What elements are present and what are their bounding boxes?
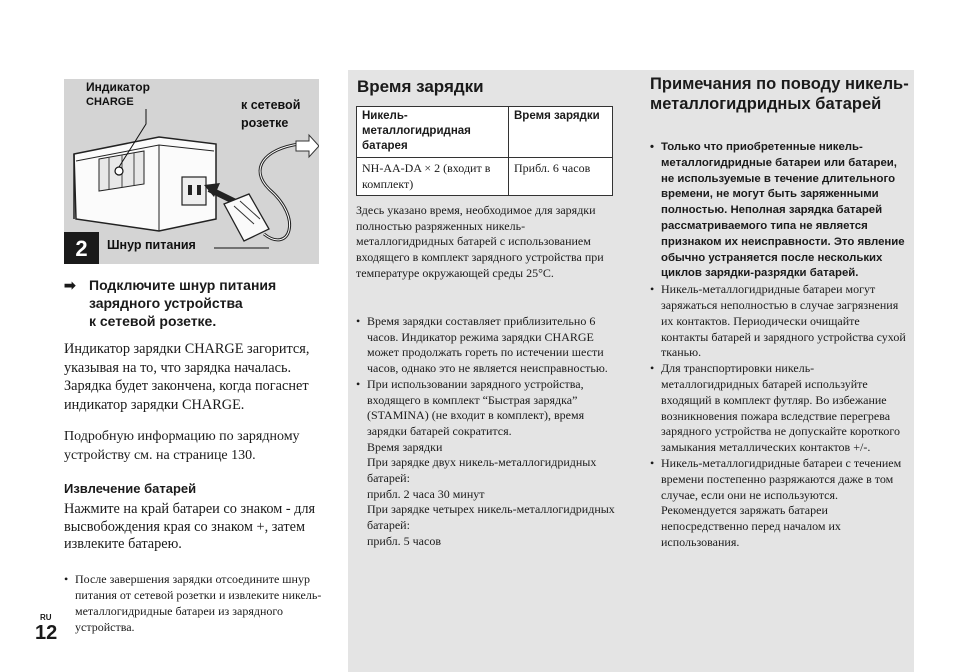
outlet-label-1: к сетевой xyxy=(241,98,301,112)
step-instruction-text: Подключите шнур питания зарядного устройства к сетевой розетке. xyxy=(89,277,277,329)
charging-time-table xyxy=(356,106,613,196)
page-number: 12 xyxy=(35,622,58,644)
table-row xyxy=(357,158,613,196)
list-item: • Время зарядки составляет приблизительно 6 часов. Индикатор режима зарядки CHARGE может продолжать гореть по истечении шести часов, однако это не является неисправностью. xyxy=(356,314,618,377)
sub-title: Время зарядки xyxy=(367,439,443,454)
list-item: • При использовании зарядного устройства, входящего в комплект “Быстрая зарядка” (STAMINA) (не входит в комплект), время зарядки батарей сократится. xyxy=(356,377,618,440)
table-header-row xyxy=(357,107,613,158)
cord-label: Шнур питания xyxy=(107,238,196,252)
table-cell-battery: NH-AA-DA × 2 (входит в комплект) xyxy=(357,158,509,196)
list-item: • Никель-металлогидридные батареи с течением времени постепенно разряжаются даже в том случае, если они не используются. Рекомендуется заряжать батареи непосредственно перед началом их использования. xyxy=(650,456,910,551)
nimh-notes-list xyxy=(650,140,910,551)
table-cell-time: Прибл. 6 часов xyxy=(509,158,613,196)
right-arrow-icon: ➡ xyxy=(64,277,76,293)
step-number-badge: 2 xyxy=(64,232,99,264)
list-item: • Никель-металлогидридные батареи могут заряжаться неполностью в случае загрязнения их контактов. Периодически очищайте контакты батарей и зарядного устройства сухой тканью. xyxy=(650,282,910,361)
sub-line: прибл. 5 часов xyxy=(367,533,441,548)
charging-time-paragraph: Здесь указано время, необходимое для зарядки полностью разряженных никель-металлогидридных батарей с использованием входящего в комплект зарядного устройства при температуре окружающей среды 25°C. xyxy=(356,203,604,280)
sub-line: При зарядке двух никель-металлогидридных батарей: xyxy=(367,455,597,486)
page-language: RU xyxy=(40,613,52,622)
charging-time-notes xyxy=(356,314,618,550)
sub-line: прибл. 2 часа 30 минут xyxy=(367,486,485,501)
outlet-label-2: розетке xyxy=(241,116,289,130)
remove-batteries-paragraph: Нажмите на край батареи со знаком - для высвобождения края со знаком +, затем извлеките батарею. xyxy=(64,501,316,552)
disconnect-note: • После завершения зарядки отсоедините шнур питания от сетевой розетки и извлеките никель-металлогидридные батареи из зарядного устройства. xyxy=(64,571,335,635)
charge-label: CHARGE xyxy=(86,96,134,108)
charger-illustration xyxy=(64,79,319,264)
charge-indicator-paragraph: Индикатор зарядки CHARGE загорится, указывая на то, что зарядка началась. Зарядка будет закончена, когда погаснет индикатор зарядки CHARGE. xyxy=(64,341,310,413)
charging-time-heading: Время зарядки xyxy=(357,77,484,96)
more-info-paragraph: Подробную информацию по зарядному устройству см. на странице 130. xyxy=(64,429,300,463)
remove-batteries-heading: Извлечение батарей xyxy=(64,481,197,496)
step-instruction xyxy=(64,276,324,330)
table-header-battery: Никель-металлогидридная батарея xyxy=(357,107,509,158)
sub-line: При зарядке четырех никель-металлогидридных батарей: xyxy=(367,502,615,533)
nimh-notes-heading: Примечания по поводу никель-металлогидридных батарей xyxy=(650,75,909,113)
list-item: • Для транспортировки никель-металлогидридных батарей используйте входящий в комплект футляр. Во избежание возникновения пожара вследствие перегрева зарядного устройства не допускайте короткого замыкания металлических контактов +/-. xyxy=(650,361,910,456)
indicator-label: Индикатор xyxy=(86,80,150,94)
table-header-time: Время зарядки xyxy=(509,107,613,158)
list-item: • Только что приобретенные никель-металлогидридные батареи или батареи, не используемые в течение длительного времени, не могут быть заряженными полностью. Неполная зарядка батарей рассматриваемого типа не является признаком их неисправности. Это явление обычно устраняется после нескольких циклов зарядки-разрядки батарей. xyxy=(650,140,910,282)
